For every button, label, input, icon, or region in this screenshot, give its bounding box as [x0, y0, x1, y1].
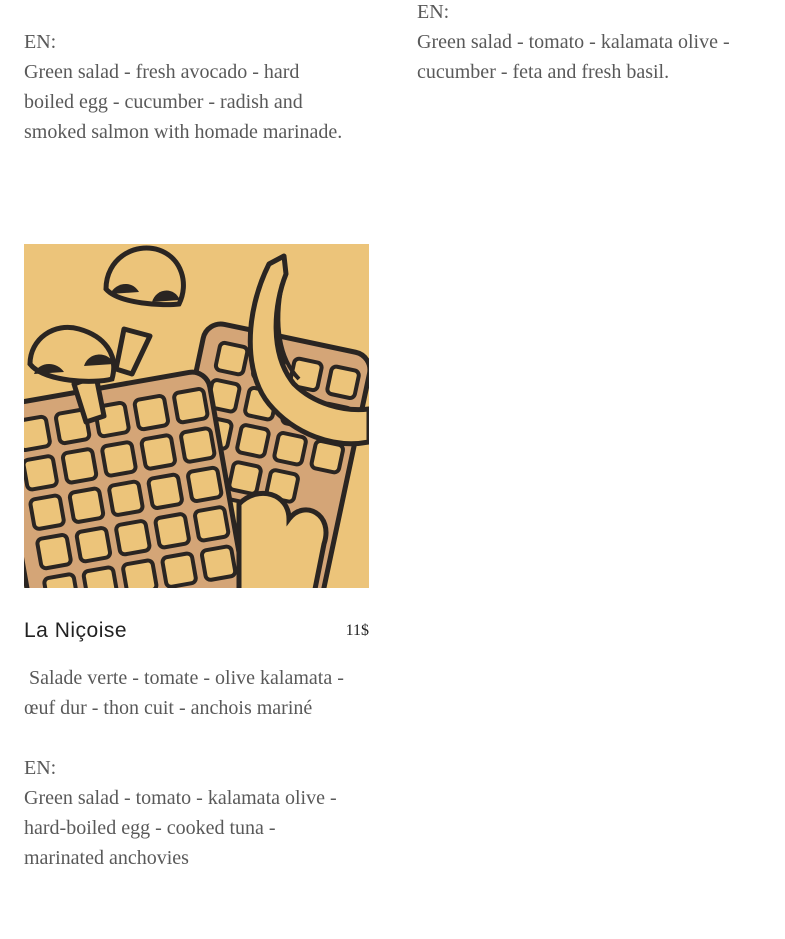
fr-description-line: Salade verte - tomate - olive kalamata - — [24, 667, 344, 689]
en-description-line: cucumber - feta and fresh basil. — [417, 61, 670, 83]
en-label: EN: — [417, 1, 450, 23]
en-description-line: Green salad - tomato - kalamata olive - — [24, 787, 337, 809]
en-description-line: boiled egg - cucumber - radish and — [24, 91, 303, 113]
menu-item-description-en — [24, 27, 374, 147]
en-label: EN: — [24, 757, 57, 779]
en-description-line: marinated anchovies — [24, 847, 189, 869]
en-description-line: hard-boiled egg - cooked tuna - — [24, 817, 276, 839]
menu-item-description-en — [417, 0, 767, 87]
fr-description-line: œuf dur - thon cuit - anchois mariné — [24, 697, 313, 719]
menu-item-description — [24, 663, 369, 873]
en-description-line: Green salad - fresh avocado - hard — [24, 61, 300, 83]
menu-item-price: 11$ — [345, 622, 369, 639]
en-description-line: Green salad - tomato - kalamata olive - — [417, 31, 730, 53]
en-label: EN: — [24, 31, 57, 53]
waffles-mushrooms-banana-icon — [24, 244, 369, 588]
menu-item-image[interactable] — [24, 244, 369, 588]
menu-item-title: La Niçoise — [24, 619, 128, 642]
en-description-line: smoked salmon with homade marinade. — [24, 121, 343, 143]
spacer-line — [24, 723, 369, 753]
